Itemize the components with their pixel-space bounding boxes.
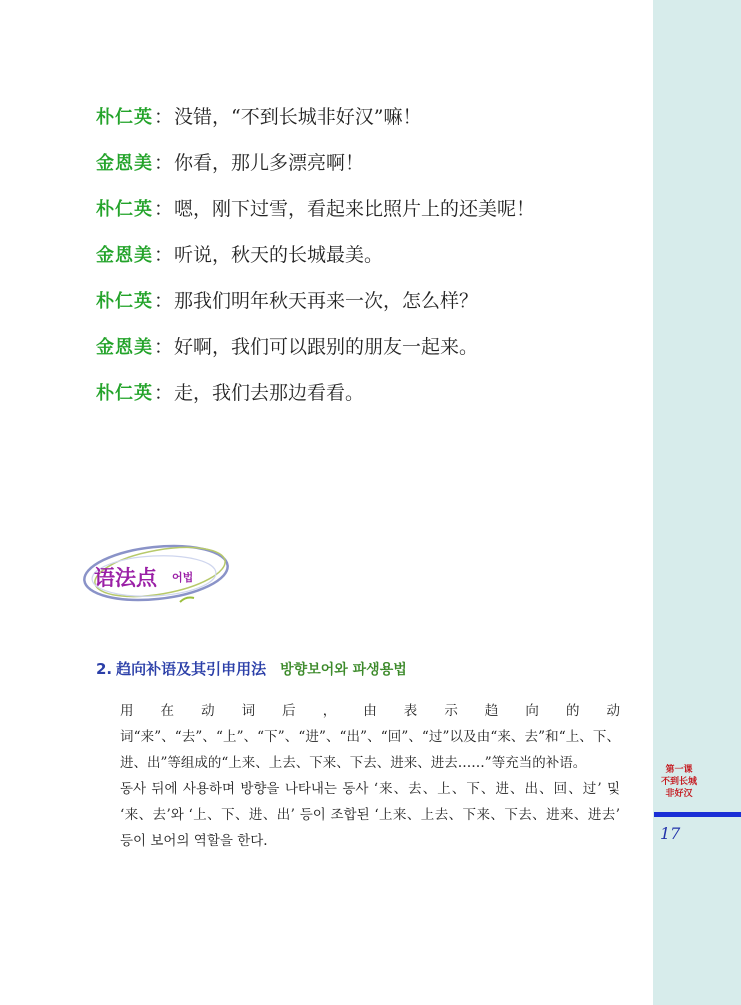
dialogue-text: 走，我们去那边看看。 [174, 382, 365, 404]
grammar-point-heading [96, 658, 407, 679]
page-sidebar [653, 0, 741, 1005]
explanation-korean: 동사 뒤에 사용하며 방향을 나타내는 동사 ‘来、去、上、下、进、出、回、过’ 및 ‘来、去’와 ‘上、下、进、出’ 등이 조합된 ‘上来、上去、下来、下去、进来、进去’ 등이 보어의 역할을 한다. [120, 781, 620, 849]
speaker-name: 朴仁英 [96, 383, 153, 404]
dialogue-text: 嗯，刚下过雪，看起来比照片上的还美呢！ [174, 198, 536, 220]
grammar-badge-korean: 어법 [172, 571, 194, 584]
grammar-badge-title: 语法点 [94, 566, 157, 590]
speaker-name: 朴仁英 [96, 107, 153, 128]
grammar-point-title-cn: 趋向补语及其引申用法 [116, 660, 267, 678]
dialogue-line [96, 330, 535, 376]
colon: ： [154, 152, 174, 174]
dialogue-line [96, 238, 535, 284]
speaker-name: 金恩美 [96, 337, 153, 358]
colon: ： [154, 106, 174, 128]
dialogue-line [96, 284, 535, 330]
dialogue-text: 你看，那儿多漂亮啊！ [174, 152, 365, 174]
grammar-point-number: 2. [96, 660, 113, 678]
dialogue-line [96, 100, 535, 146]
dialogue-line [96, 376, 535, 422]
page-number: 17 [660, 824, 681, 843]
explanation-chinese: 用在动词后，由表示趋向的动词“来”、“去”、“上”、“下”、“进”、“出”、“回”、“过”以及由“来、去”和“上、下、进、出”等组成的“上来、上去、下来、下去、进来、进去……”等充当的补语。 [120, 703, 620, 771]
speaker-name: 朴仁英 [96, 199, 153, 220]
dialogue-line [96, 146, 535, 192]
colon: ： [154, 244, 174, 266]
dialogue-text: 听说，秋天的长城最美。 [174, 244, 384, 266]
grammar-point-title-kr: 방향보어와 파생용법 [280, 662, 407, 678]
lesson-number: 第一课 [665, 765, 693, 775]
grammar-badge [80, 536, 236, 608]
speaker-name: 朴仁英 [96, 291, 153, 312]
colon: ： [154, 382, 174, 404]
colon: ： [154, 198, 174, 220]
colon: ： [154, 290, 174, 312]
dialogue-text: 好啊，我们可以跟别的朋友一起来。 [174, 336, 479, 358]
colon: ： [154, 336, 174, 358]
dialogue-line [96, 192, 535, 238]
dialogue [96, 100, 535, 422]
lesson-label [657, 764, 701, 800]
dialogue-text: 没错，“不到长城非好汉”嘛！ [174, 106, 422, 128]
lesson-title-line-1: 不到长城 [660, 777, 697, 787]
lesson-title-line-2: 非好汉 [665, 789, 693, 799]
speaker-name: 金恩美 [96, 153, 153, 174]
sidebar-accent-bar [654, 812, 741, 817]
speaker-name: 金恩美 [96, 245, 153, 266]
dialogue-text: 那我们明年秋天再来一次，怎么样？ [174, 290, 479, 312]
grammar-explanation [120, 698, 620, 854]
